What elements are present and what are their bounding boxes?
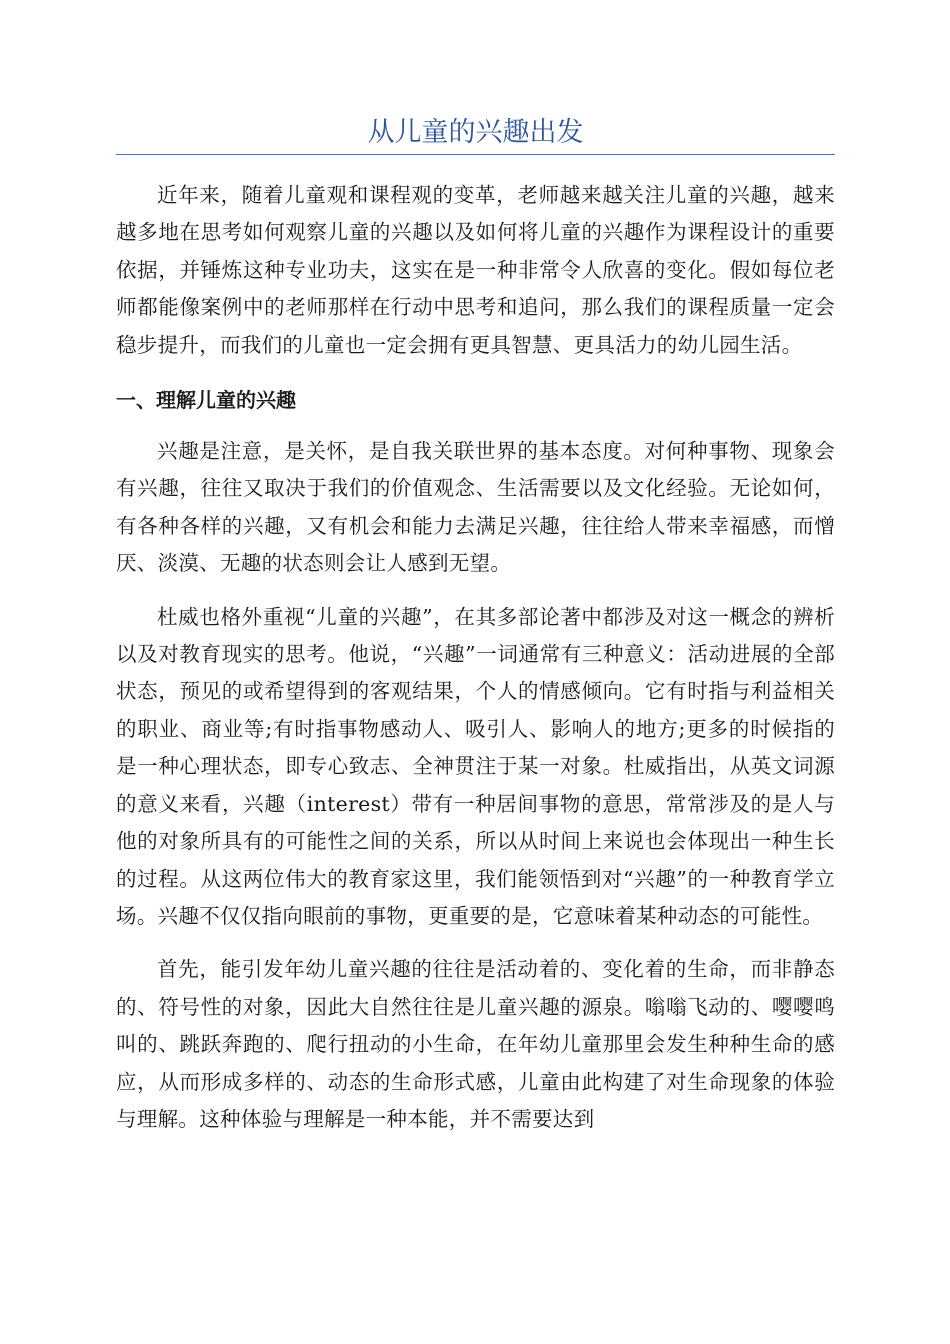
section-heading: 一、理解儿童的兴趣 bbox=[116, 388, 296, 413]
body-paragraph: 兴趣是注意，是关怀，是自我关联世界的基本态度。对何种事物、现象会有兴趣，往往又取决于我们的价值观念、生活需要以及文化经验。无论如何，有各种各样的兴趣，又有机会和能力去满足兴趣，往往给人带来幸福感，而憎厌、淡漠、无趣的状态则会让人感到无望。 bbox=[116, 439, 835, 576]
body-paragraph: 杜威也格外重视“儿童的兴趣”，在其多部论著中都涉及对这一概念的辨析以及对教育现实的思考。他说，“兴趣”一词通常有三种意义：活动进展的全部状态，预见的或希望得到的客观结果，个人的情感倾向。它有时指与利益相关的职业、商业等;有时指事物感动人、吸引人、影响人的地方;更多的时候指的是一种心理状态，即专心致志、全神贯注于某一对象。杜威指出，从英文词源的意义来看，兴趣（interest）带有一种居间事物的意思，常常涉及的是人与他的对象所具有的可能性之间的关系，所以从时间上来说也会体现出一种生长的过程。从这两位伟大的教育家这里，我们能领悟到对“兴趣”的一种教育学立场。兴趣不仅仅指向眼前的事物，更重要的是，它意味着某种动态的可能性。 bbox=[116, 604, 835, 928]
title-underline bbox=[116, 154, 835, 155]
document-page bbox=[116, 112, 835, 1138]
document-title: 从儿童的兴趣出发 bbox=[367, 117, 584, 148]
body-paragraph: 首先，能引发年幼儿童兴趣的往往是活动着的、变化着的生命，而非静态的、符号性的对象，因此大自然往往是儿童兴趣的源泉。嗡嗡飞动的、嘤嘤鸣叫的、跳跃奔跑的、爬行扭动的小生命，在年幼儿童那里会发生种种生命的感应，从而形成多样的、动态的生命形式感，儿童由此构建了对生命现象的体验与理解。这种体验与理解是一种本能，并不需要达到 bbox=[116, 957, 835, 1131]
intro-paragraph: 近年来，随着儿童观和课程观的变革，老师越来越关注儿童的兴趣，越来越多地在思考如何观察儿童的兴趣以及如何将儿童的兴趣作为课程设计的重要依据，并锤炼这种专业功夫，这实在是一种非常令人欣喜的变化。假如每位老师都能像案例中的老师那样在行动中思考和追问，那么我们的课程质量一定会稳步提升，而我们的儿童也一定会拥有更具智慧、更具活力的幼儿园生活。 bbox=[116, 183, 835, 357]
